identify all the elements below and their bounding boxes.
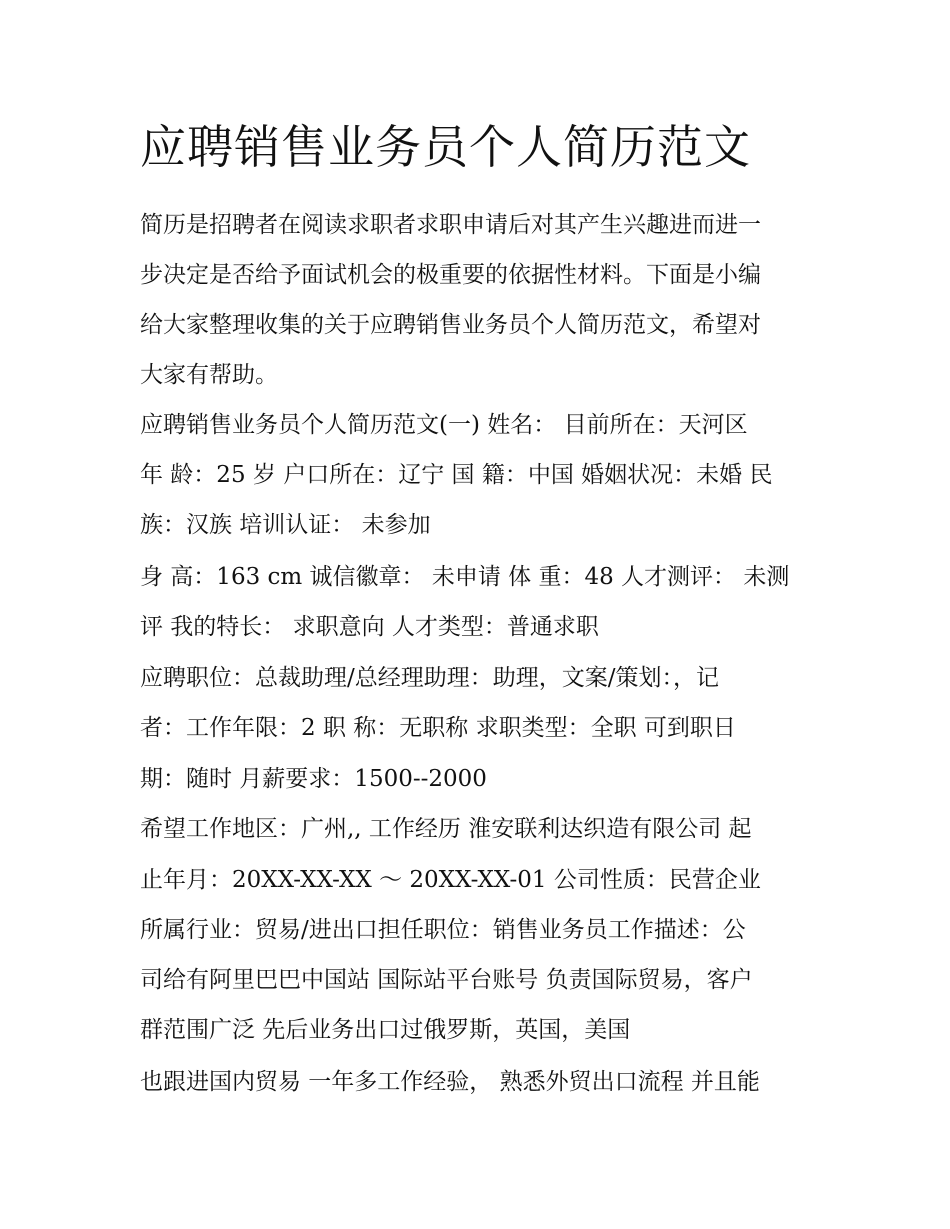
paragraph-line: 简历是招聘者在阅读求职者求职申请后对其产生兴趣进而进一 <box>140 212 761 238</box>
paragraph-line: 大家有帮助。 <box>140 362 278 388</box>
paragraph-line: 希望工作地区：广州,, 工作经历 淮安联利达织造有限公司 起 <box>140 816 752 842</box>
paragraph-line: 应聘销售业务员个人简历范文(一) 姓名： 目前所在：天河区 <box>140 412 748 438</box>
paragraph-line: 者：工作年限：2 职 称：无职称 求职类型：全职 可到职日 <box>140 715 736 741</box>
paragraph-line: 身 高：163 cm 诚信徽章： 未申请 体 重：48 人才测评： 未测 <box>140 564 790 590</box>
paragraph-line: 给大家整理收集的关于应聘销售业务员个人简历范文，希望对 <box>140 312 761 338</box>
paragraph-line: 应聘职位：总裁助理/总经理助理：助理，文案/策划：，记 <box>140 665 719 691</box>
paragraph-line: 族：汉族 培训认证： 未参加 <box>140 512 431 538</box>
paragraph-line: 司给有阿里巴巴中国站 国际站平台账号 负责国际贸易，客户 <box>140 967 753 993</box>
paragraph-line: 步决定是否给予面试机会的极重要的依据性材料。下面是小编 <box>140 262 761 288</box>
paragraph-line: 年 龄：25 岁 户口所在：辽宁 国 籍：中国 婚姻状况：未婚 民 <box>140 462 773 488</box>
paragraph-line: 期：随时 月薪要求：1500--2000 <box>140 766 487 792</box>
paragraph-line: 评 我的特长： 求职意向 人才类型：普通求职 <box>140 614 599 640</box>
paragraph-line: 所属行业：贸易/进出口担任职位：销售业务员工作描述：公 <box>140 917 746 943</box>
paragraph-line: 止年月：20XX-XX-XX ～ 20XX-XX-01 公司性质：民营企业 <box>140 867 761 893</box>
paragraph-line: 群范围广泛 先后业务出口过俄罗斯，英国，美国 <box>140 1017 631 1043</box>
paragraph-line: 也跟进国内贸易 一年多工作经验， 熟悉外贸出口流程 并且能 <box>140 1069 760 1095</box>
document-title: 应聘销售业务员个人简历范文 <box>140 120 751 174</box>
